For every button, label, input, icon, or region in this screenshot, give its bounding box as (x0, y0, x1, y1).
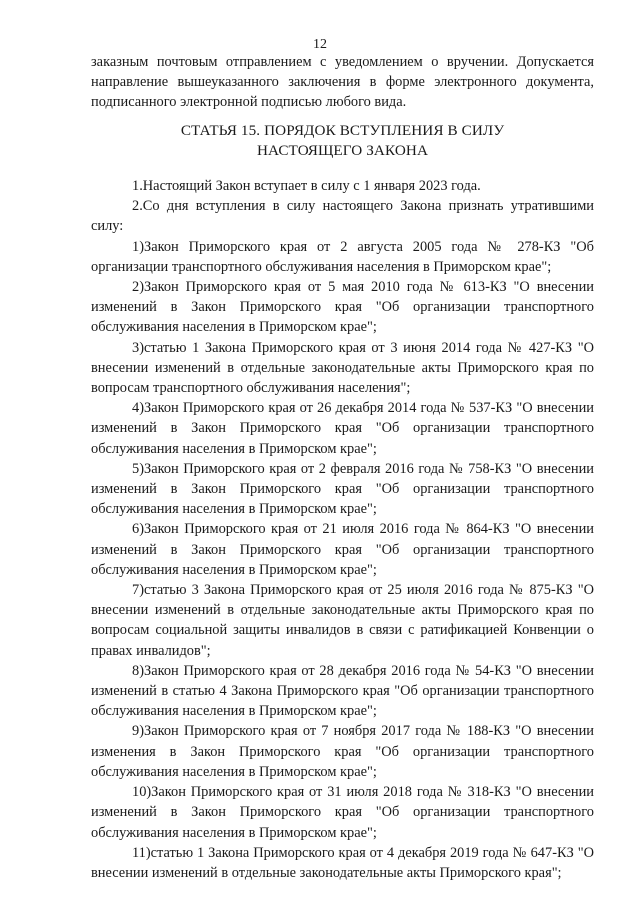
article-title-line-1: СТАТЬЯ 15. ПОРЯДОК ВСТУПЛЕНИЯ В СИЛУ (180, 122, 505, 139)
list-item-1: 1)Закон Приморского края от 2 августа 2005 года № 278-КЗ "Об организации транспортного обслуживания населения в Приморском крае"; (91, 238, 594, 275)
list-item-6: 6)Закон Приморского края от 21 июля 2016 года № 864-КЗ "О внесении изменений в Закон Приморского края "Об организации транспортного обслуживания населения в Приморском крае"; (91, 521, 594, 578)
list-item-5: 5)Закон Приморского края от 2 февраля 2016 года № 758-КЗ "О внесении изменений в Закон Приморского края "Об организации транспортного обслуживания населения в Приморском крае"; (91, 460, 594, 518)
intro-paragraph: заказным почтовым отправлением с уведомлением о вручении. Допускается направление вышеуказанного заключения в форме электронного документа, подписанного электронной подписью любого вида. (91, 54, 594, 111)
page-number: 12 (313, 37, 327, 52)
article-body (91, 176, 594, 883)
paragraph-effective-date: 1.Настоящий Закон вступает в силу с 1 января 2023 года. (132, 178, 481, 194)
list-item-3: 3)статью 1 Закона Приморского края от 3 июня 2014 года № 427-КЗ "О внесении изменений в отдельные законодательные акты Приморского края по вопросам транспортного обслуживания населения"; (91, 339, 594, 397)
list-item-8: 8)Закон Приморского края от 28 декабря 2016 года № 54-КЗ "О внесении изменений в статью 4 Закона Приморского края "Об организации транспортного обслуживания населения в Приморском крае"; (91, 662, 594, 720)
article-title (91, 121, 594, 161)
list-item-11: 11)статью 1 Закона Приморского края от 4 декабря 2019 года № 647-КЗ "О внесении изменений в отдельные законодательные акты Приморского края"; (91, 844, 594, 881)
paragraph-repealed-intro: 2.Со дня вступления в силу настоящего Закона признать утратившими силу: (91, 198, 594, 235)
article-title-line-2: НАСТОЯЩЕГО ЗАКОНА (256, 142, 429, 159)
list-item-4: 4)Закон Приморского края от 26 декабря 2014 года № 537-КЗ "О внесении изменений в Закон Приморского края "Об организации транспортного обслуживания населения в Приморском крае"; (91, 400, 594, 457)
list-item-2: 2)Закон Приморского края от 5 мая 2010 года № 613-КЗ "О внесении изменений в Закон Приморского края "Об организации транспортного обслуживания населения в Приморском крае"; (91, 279, 594, 336)
list-item-9: 9)Закон Приморского края от 7 ноября 2017 года № 188-КЗ "О внесении изменения в Закон Приморского края "Об организации транспортного обслуживания населения в Приморском крае"; (91, 723, 594, 780)
list-item-7: 7)статью 3 Закона Приморского края от 25 июля 2016 года № 875-КЗ "О внесении изменений в отдельные законодательные акты Приморского края по вопросам социальной защиты инвалидов в связи с ратификацией Конвенции о правах инвалидов"; (91, 582, 594, 659)
list-item-10: 10)Закон Приморского края от 31 июля 2018 года № 318-КЗ "О внесении изменений в Закон Приморского края "Об организации транспортного обслуживания населения в Приморском крае"; (91, 784, 594, 841)
